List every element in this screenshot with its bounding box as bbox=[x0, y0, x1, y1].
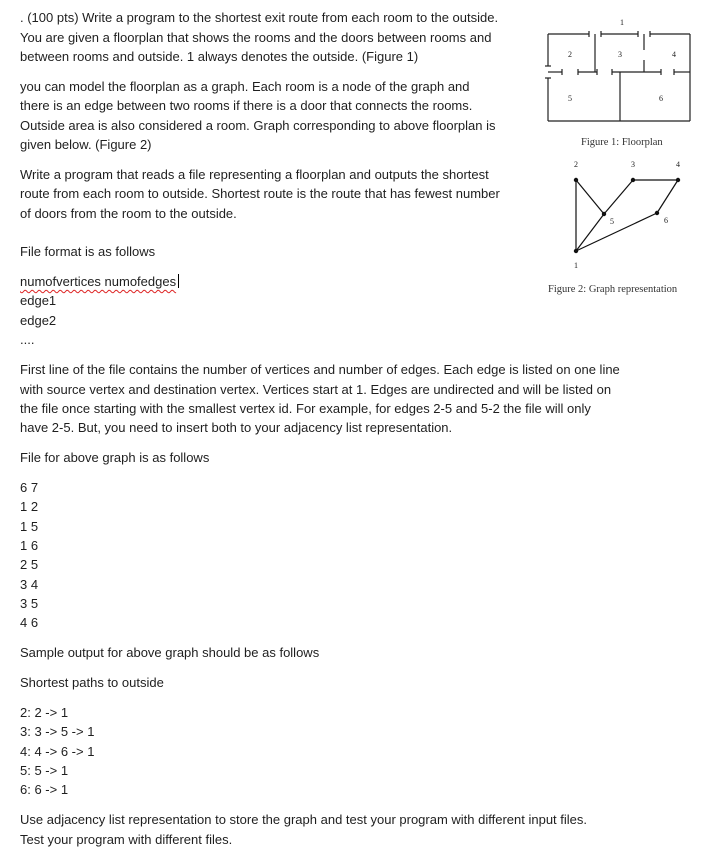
text-line: You are given a floorplan that shows the rooms and the doors between rooms and bbox=[20, 30, 492, 45]
room-label: 4 bbox=[672, 50, 676, 59]
graph-node-label: 6 bbox=[664, 216, 668, 225]
room-label: 3 bbox=[618, 50, 622, 59]
graph-edge-1-6 bbox=[576, 213, 657, 251]
figure1-caption: Figure 1: Floorplan bbox=[581, 137, 663, 148]
format-first-line[interactable] bbox=[20, 272, 179, 292]
graph-node-2 bbox=[574, 178, 578, 182]
format-line: .... bbox=[20, 332, 35, 347]
spellcheck-text: numofvertices numofedges bbox=[20, 274, 177, 289]
text-line: Use adjacency list representation to store the graph and test your program with different input files. bbox=[20, 812, 588, 827]
floorplan-figure bbox=[540, 10, 700, 128]
format-line: edge1 bbox=[20, 293, 57, 308]
text-line: . (100 pts) Write a program to the shortest exit route from each room to the outside. bbox=[20, 10, 499, 25]
text-line: Test your program with different files. bbox=[20, 832, 233, 847]
file-line: 6 7 bbox=[20, 480, 39, 495]
text-line: with source vertex and destination vertex. Vertices start at 1. Edges are undirected and will be listed on bbox=[20, 382, 612, 397]
graph-node-6 bbox=[655, 211, 659, 215]
room-label: 2 bbox=[568, 50, 572, 59]
graph-node-label: 1 bbox=[574, 261, 578, 270]
section-heading: File format is as follows bbox=[20, 244, 156, 259]
file-line: 3 5 bbox=[20, 596, 39, 611]
file-line: 1 6 bbox=[20, 538, 39, 553]
file-line: 1 5 bbox=[20, 519, 39, 534]
graph-edge-1-5 bbox=[576, 214, 604, 251]
graph-edge-4-6 bbox=[657, 180, 678, 213]
graph-node-4 bbox=[676, 178, 680, 182]
format-line: edge2 bbox=[20, 313, 57, 328]
file-line: 4 6 bbox=[20, 615, 39, 630]
text-line: Write a program that reads a file representing a floorplan and outputs the shortest bbox=[20, 167, 489, 182]
graph-node-5 bbox=[602, 212, 606, 216]
figure2-caption: Figure 2: Graph representation bbox=[548, 284, 678, 295]
graph-figure bbox=[560, 155, 700, 275]
room-label: 6 bbox=[659, 94, 663, 103]
text-line: route from each room to outside. Shortest route is the route that has fewest number bbox=[20, 186, 500, 201]
graph-node-label: 5 bbox=[610, 217, 614, 226]
file-line: 2 5 bbox=[20, 557, 39, 572]
output-line: 2: 2 -> 1 bbox=[20, 705, 69, 720]
text-line: there is an edge between two rooms if there is a door that connects the rooms. bbox=[20, 98, 473, 113]
text-line: First line of the file contains the number of vertices and number of edges. Each edge is listed on one line bbox=[20, 362, 620, 377]
graph-edge-3-5 bbox=[604, 180, 633, 214]
output-subheading: Shortest paths to outside bbox=[20, 675, 164, 690]
graph-node-1 bbox=[574, 249, 578, 253]
text-line: of doors from the room to the outside. bbox=[20, 206, 237, 221]
graph-node-label: 2 bbox=[574, 160, 578, 169]
text-line: given below. (Figure 2) bbox=[20, 137, 152, 152]
output-line: 5: 5 -> 1 bbox=[20, 763, 69, 778]
section-heading: Sample output for above graph should be as follows bbox=[20, 645, 320, 660]
text-line: you can model the floorplan as a graph. Each room is a node of the graph and bbox=[20, 79, 470, 94]
graph-edge-2-5 bbox=[576, 180, 604, 214]
graph-node-label: 4 bbox=[676, 160, 680, 169]
text-line: the file once starting with the smallest vertex id. For example, for edges 2-5 and 5-2 the file will only bbox=[20, 401, 591, 416]
file-line: 3 4 bbox=[20, 577, 39, 592]
output-line: 3: 3 -> 5 -> 1 bbox=[20, 724, 95, 739]
output-line: 6: 6 -> 1 bbox=[20, 782, 69, 797]
text-cursor bbox=[178, 274, 179, 288]
text-line: Outside area is also considered a room. Graph corresponding to above floorplan is bbox=[20, 118, 496, 133]
text-line: between rooms and outside. 1 always denotes the outside. (Figure 1) bbox=[20, 49, 419, 64]
room-label-outside: 1 bbox=[620, 18, 624, 27]
text-line: have 2-5. But, you need to insert both to your adjacency list representation. bbox=[20, 420, 453, 435]
file-line: 1 2 bbox=[20, 499, 39, 514]
graph-node-3 bbox=[631, 178, 635, 182]
section-heading: File for above graph is as follows bbox=[20, 450, 210, 465]
graph-node-label: 3 bbox=[631, 160, 635, 169]
room-label: 5 bbox=[568, 94, 572, 103]
output-line: 4: 4 -> 6 -> 1 bbox=[20, 744, 95, 759]
